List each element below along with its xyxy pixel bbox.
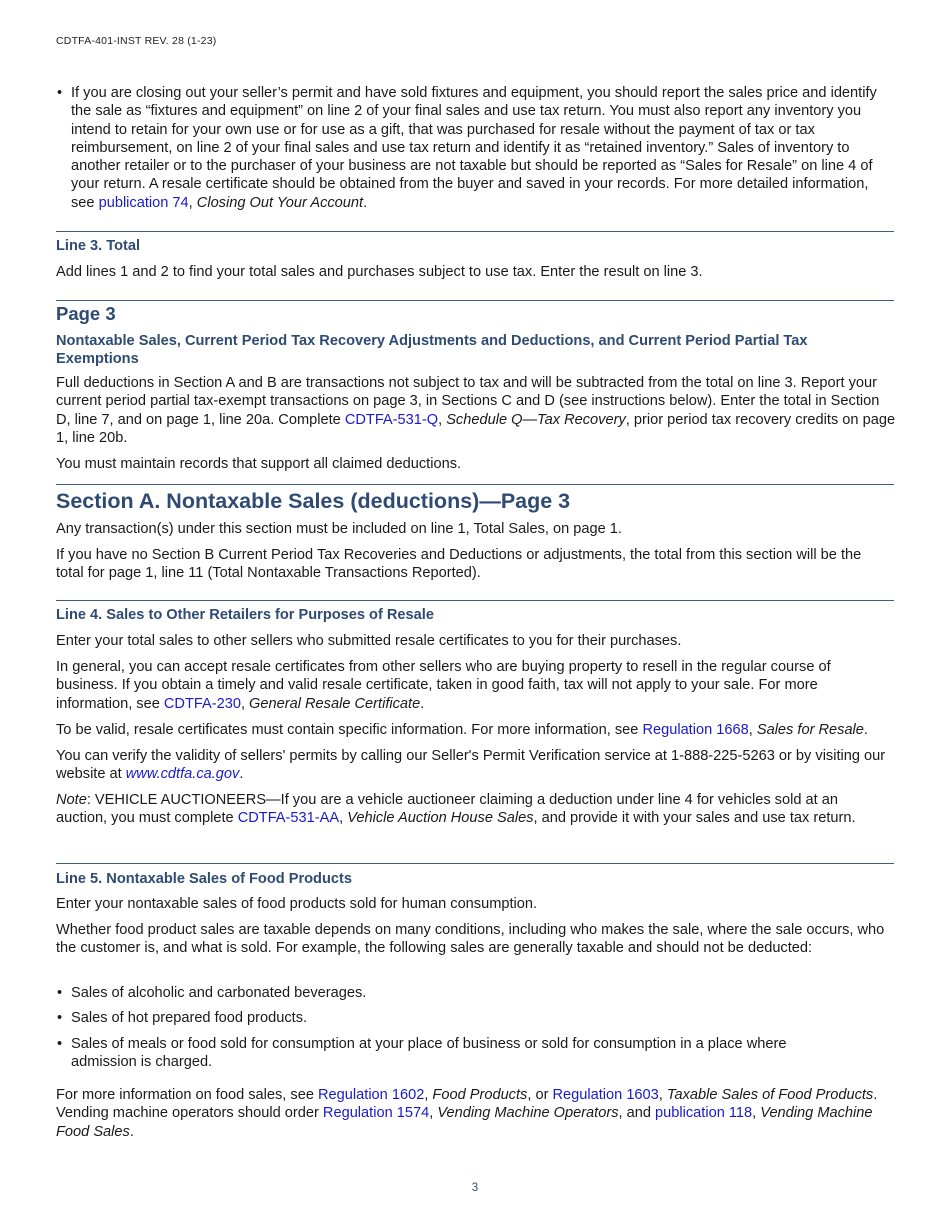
line3-text: Add lines 1 and 2 to find your total sales and purchases subject to use tax. Enter the result on line 3. bbox=[56, 264, 703, 280]
taxable-food-sales-list bbox=[56, 984, 894, 1071]
line4-heading: Line 4. Sales to Other Retailers for Purposes of Resale bbox=[56, 607, 434, 623]
section-a-heading: Section A. Nontaxable Sales (deductions)—Page 3 bbox=[56, 489, 571, 513]
page-number: 3 bbox=[471, 1182, 479, 1194]
section-divider bbox=[56, 863, 894, 864]
list-item: • If you are closing out your seller’s permit and have sold fixtures and equipment, you should report the sales price and identify the sale as “fixtures and equipment” on line 2 of your final sales and use tax return. You must also report any inventory you intend to retain for your own use or for use as a gift, that was purchased for resale without the payment of tax or tax reimbursement, on line 2 of your final sales and use tax return and identify it as “retained inventory.” Sales of inventory to another retailer or to the purchaser of your business are not taxable but should be reported as “Sales for Resale” on line 4 of your return. A resale certificate should be obtained from the buyer and saved in your records. For more detailed information, see publication 74, Closing Out Your Account. bbox=[57, 85, 877, 211]
line4-paragraph-1: Enter your total sales to other sellers who submitted resale certificates to you for their purchases. bbox=[56, 633, 682, 649]
section-a-paragraph-2: If you have no Section B Current Period Tax Recoveries and Deductions or adjustments, the total from this section will be the total for page 1, line 11 (Total Nontaxable Transactions Reported). bbox=[56, 547, 862, 582]
regulation-1668-link[interactable]: Regulation 1668 bbox=[642, 722, 749, 738]
regulation-1574-link[interactable]: Regulation 1574 bbox=[322, 1105, 430, 1122]
page3-subheading: Nontaxable Sales, Current Period Tax Recovery Adjustments and Deductions, and Current Period Partial Tax Exemptions bbox=[56, 333, 808, 367]
bullet-icon: • bbox=[57, 85, 63, 101]
list-item: • Sales of alcoholic and carbonated beverages. bbox=[57, 985, 367, 1001]
line5-paragraph-3: For more information on food sales, see Regulation 1602, Food Products, or Regulation 1603, Taxable Sales of Food Products. Vending machine operators should order Regulation 1574, Vending Machine Operators, and publication 118, Vending Machine Food Sales. bbox=[56, 1087, 878, 1140]
bullet-icon: • bbox=[57, 985, 63, 1001]
line5-heading: Line 5. Nontaxable Sales of Food Products bbox=[56, 871, 352, 887]
cdtfa-website-link[interactable]: www.cdtfa.ca.gov bbox=[125, 766, 240, 783]
bullet-icon: • bbox=[57, 1035, 63, 1052]
section-divider bbox=[56, 300, 894, 301]
section-divider bbox=[56, 600, 894, 601]
cdtfa-230-link[interactable]: CDTFA-230 bbox=[163, 695, 241, 712]
page3-paragraph-1: Full deductions in Section A and B are transactions not subject to tax and will be subtracted from the total on line 3. Report your current period partial tax-exempt transactions on page 3, in Sections C and D (see instructions below). Enter the total in Section D, line 7, and on page 1, line 20a. Complete CDTFA-531-Q, Schedule Q—Tax Recovery, prior period tax recovery credits on page 1, line 20b. bbox=[56, 375, 896, 446]
line3-heading: Line 3. Total bbox=[56, 238, 141, 254]
line5-paragraph-1: Enter your nontaxable sales of food products sold for human consumption. bbox=[56, 896, 538, 912]
line4-paragraph-4: You can verify the validity of sellers' permits by calling our Seller's Permit Verification service at 1-888-225-5263 or by visiting our website at www.cdtfa.ca.gov. bbox=[56, 748, 886, 783]
publication-74-link[interactable]: publication 74 bbox=[98, 194, 189, 211]
page3-paragraph-2: You must maintain records that support all claimed deductions. bbox=[56, 456, 462, 472]
page3-heading: Page 3 bbox=[56, 303, 116, 324]
line4-paragraph-5: Note: VEHICLE AUCTIONEERS—If you are a vehicle auctioneer claiming a deduction under line 4 for vehicles sold at an auction, you must complete CDTFA-531-AA, Vehicle Auction House Sales, and provide it with your sales and use tax return. bbox=[56, 792, 856, 827]
list-item: • Sales of hot prepared food products. bbox=[57, 1010, 308, 1027]
bullet-icon: • bbox=[57, 1010, 63, 1027]
publication-118-link[interactable]: publication 118 bbox=[655, 1105, 753, 1122]
cdtfa-531-q-link[interactable]: CDTFA-531-Q bbox=[344, 411, 439, 428]
cdtfa-531-aa-link[interactable]: CDTFA-531-AA bbox=[237, 810, 340, 827]
section-divider bbox=[56, 484, 894, 485]
form-revision-id: CDTFA-401-INST REV. 28 (1-23) bbox=[56, 35, 217, 47]
list-item: • Sales of meals or food sold for consumption at your place of business or sold for consumption in a place where admission is charged. bbox=[57, 1035, 787, 1070]
regulation-1602-link[interactable]: Regulation 1602 bbox=[318, 1087, 425, 1103]
line5-paragraph-2: Whether food product sales are taxable depends on many conditions, including who makes the sale, where the sale occurs, who the customer is, and what is sold. For example, the following sales are generally taxable and should not be deducted: bbox=[56, 922, 885, 957]
section-a-paragraph-1: Any transaction(s) under this section must be included on line 1, Total Sales, on page 1. bbox=[56, 521, 622, 537]
section-divider bbox=[56, 231, 894, 232]
intro-bullet-list bbox=[56, 84, 894, 212]
regulation-1603-link[interactable]: Regulation 1603 bbox=[552, 1087, 659, 1103]
line4-paragraph-3: To be valid, resale certificates must contain specific information. For more information, see Regulation 1668, Sales for Resale. bbox=[56, 722, 868, 738]
line4-paragraph-2: In general, you can accept resale certificates from other sellers who are buying property to resell in the regular course of business. If you obtain a timely and valid resale certificate, taken in good faith, tax will not apply to your sale. For more information, see CDTFA-230, General Resale Certificate. bbox=[56, 659, 831, 712]
